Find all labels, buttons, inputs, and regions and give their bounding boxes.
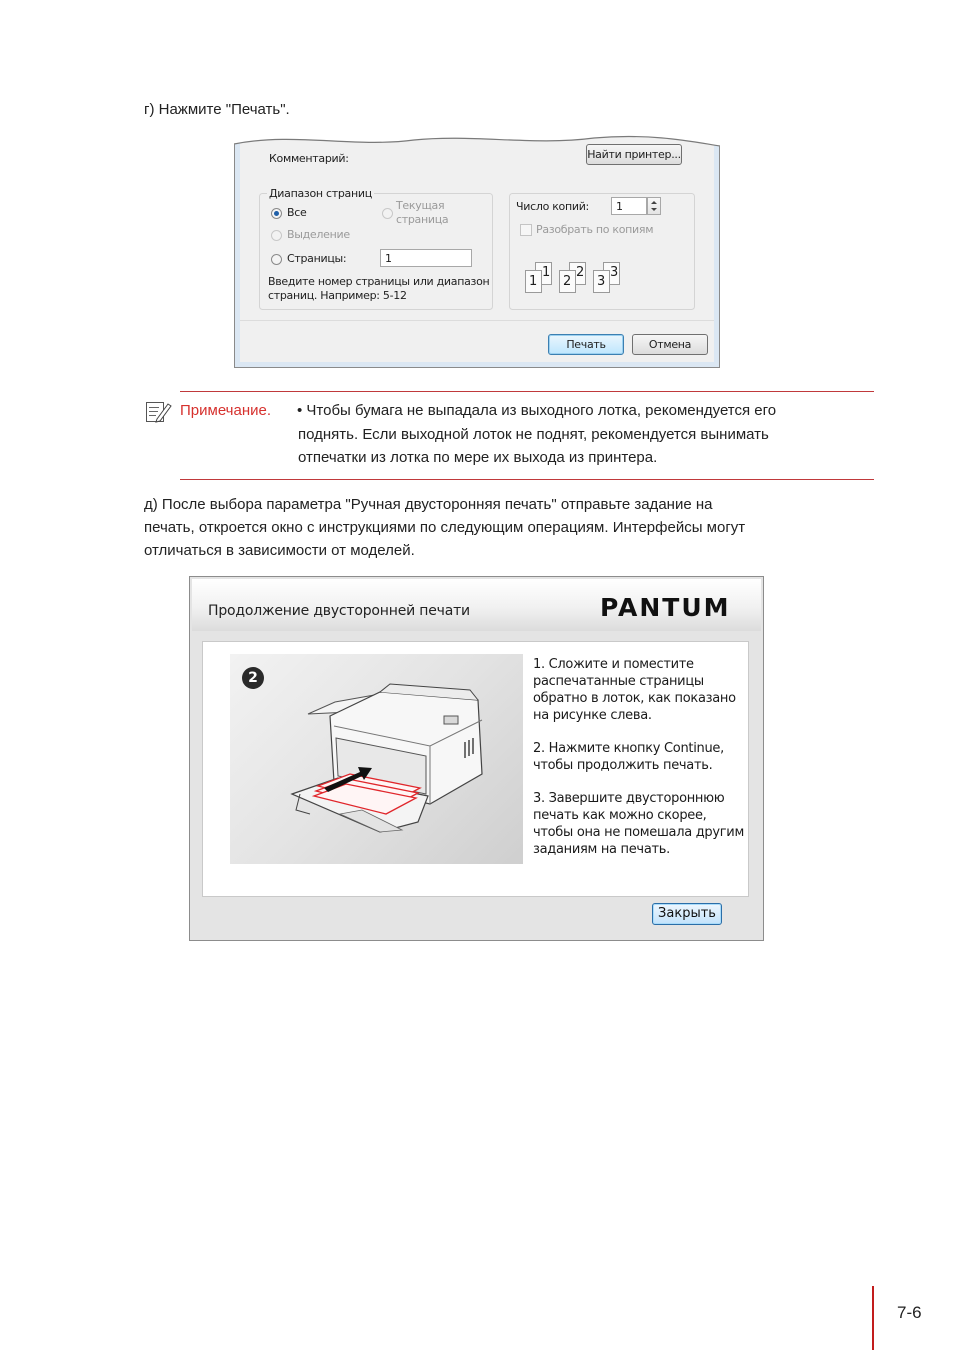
dialog-title: Продолжение двусторонней печати <box>208 603 470 619</box>
copies-input[interactable]: 1 <box>611 197 647 215</box>
pages-radio[interactable] <box>271 254 282 265</box>
current-page-label-line1: Текущая <box>396 199 445 212</box>
cancel-button[interactable]: Отмена <box>632 334 708 355</box>
selection-label: Выделение <box>287 228 350 241</box>
print-button[interactable]: Печать <box>548 334 624 355</box>
all-pages-label: Все <box>287 206 307 219</box>
pantum-logo: PANTUM <box>600 593 731 622</box>
dialog-header <box>192 579 761 631</box>
print-dialog-screenshot <box>234 134 720 368</box>
page-marker-bar <box>872 1286 874 1350</box>
duplex-dialog <box>189 576 764 941</box>
instruction-step-2: 2. Нажмите кнопку Continue, чтобы продолжить печать. <box>533 741 724 773</box>
step-d-line3: отличаться в зависимости от моделей. <box>144 542 415 559</box>
pages-input[interactable]: 1 <box>380 249 472 267</box>
collate-num: 2 <box>576 265 584 280</box>
collate-num: 3 <box>597 274 605 289</box>
step-d-line2: печать, откроется окно с инструкциями по следующим операциям. Интерфейсы могут <box>144 519 746 536</box>
step-number-badge: 2 <box>242 667 264 689</box>
range-hint-line2: страниц. Например: 5-12 <box>268 289 407 302</box>
note-label: Примечание. <box>180 402 271 419</box>
dialog-frame <box>234 134 720 368</box>
note-text-line2: поднять. Если выходной лоток не поднят, рекомендуется вынимать <box>298 426 769 443</box>
instruction-step-3: 3. Завершите двустороннюю печать как можно скорее, чтобы она не помешала другим заданиям на печать. <box>533 791 744 857</box>
copies-spinner[interactable] <box>647 197 661 215</box>
collate-num: 1 <box>529 274 537 289</box>
close-button[interactable]: Закрыть <box>652 903 722 925</box>
selection-radio[interactable] <box>271 230 282 241</box>
printer-icon <box>230 654 523 864</box>
current-page-label-line2: страница <box>396 213 449 226</box>
collate-label: Разобрать по копиям <box>536 223 654 236</box>
collate-num: 1 <box>542 265 550 280</box>
step-g-text: г) Нажмите "Печать". <box>144 101 290 118</box>
spinner-arrows-icon <box>648 198 660 214</box>
instruction-list <box>533 656 748 874</box>
note-text-line3: отпечатки из лотка по мере их выхода из принтера. <box>298 449 658 466</box>
comment-label: Комментарий: <box>269 152 349 165</box>
note-top-rule <box>180 391 874 392</box>
printer-illustration <box>230 654 523 864</box>
copies-label: Число копий: <box>516 200 589 213</box>
range-hint-line1: Введите номер страницы или диапазон <box>268 275 490 288</box>
note-pencil-icon <box>144 399 172 425</box>
all-pages-radio[interactable] <box>271 208 282 219</box>
current-page-radio[interactable] <box>382 208 393 219</box>
page-number: 7-6 <box>897 1303 922 1322</box>
find-printer-button[interactable]: Найти принтер... <box>586 144 682 165</box>
note-bottom-rule <box>180 479 874 480</box>
collate-num: 2 <box>563 274 571 289</box>
step-d-line1: д) После выбора параметра "Ручная двусторонняя печать" отправьте задание на <box>144 496 713 513</box>
collate-num: 3 <box>610 265 618 280</box>
note-text-line1: • Чтобы бумага не выпадала из выходного лотка, рекомендуется его <box>297 402 777 419</box>
collate-checkbox[interactable] <box>520 224 532 236</box>
page-range-group-label: Диапазон страниц <box>269 187 372 200</box>
instruction-step-1: 1. Сложите и поместите распечатанные страницы обратно в лоток, как показано на рисунке слева. <box>533 657 736 723</box>
pages-label: Страницы: <box>287 252 347 265</box>
instruction-panel <box>202 641 749 897</box>
